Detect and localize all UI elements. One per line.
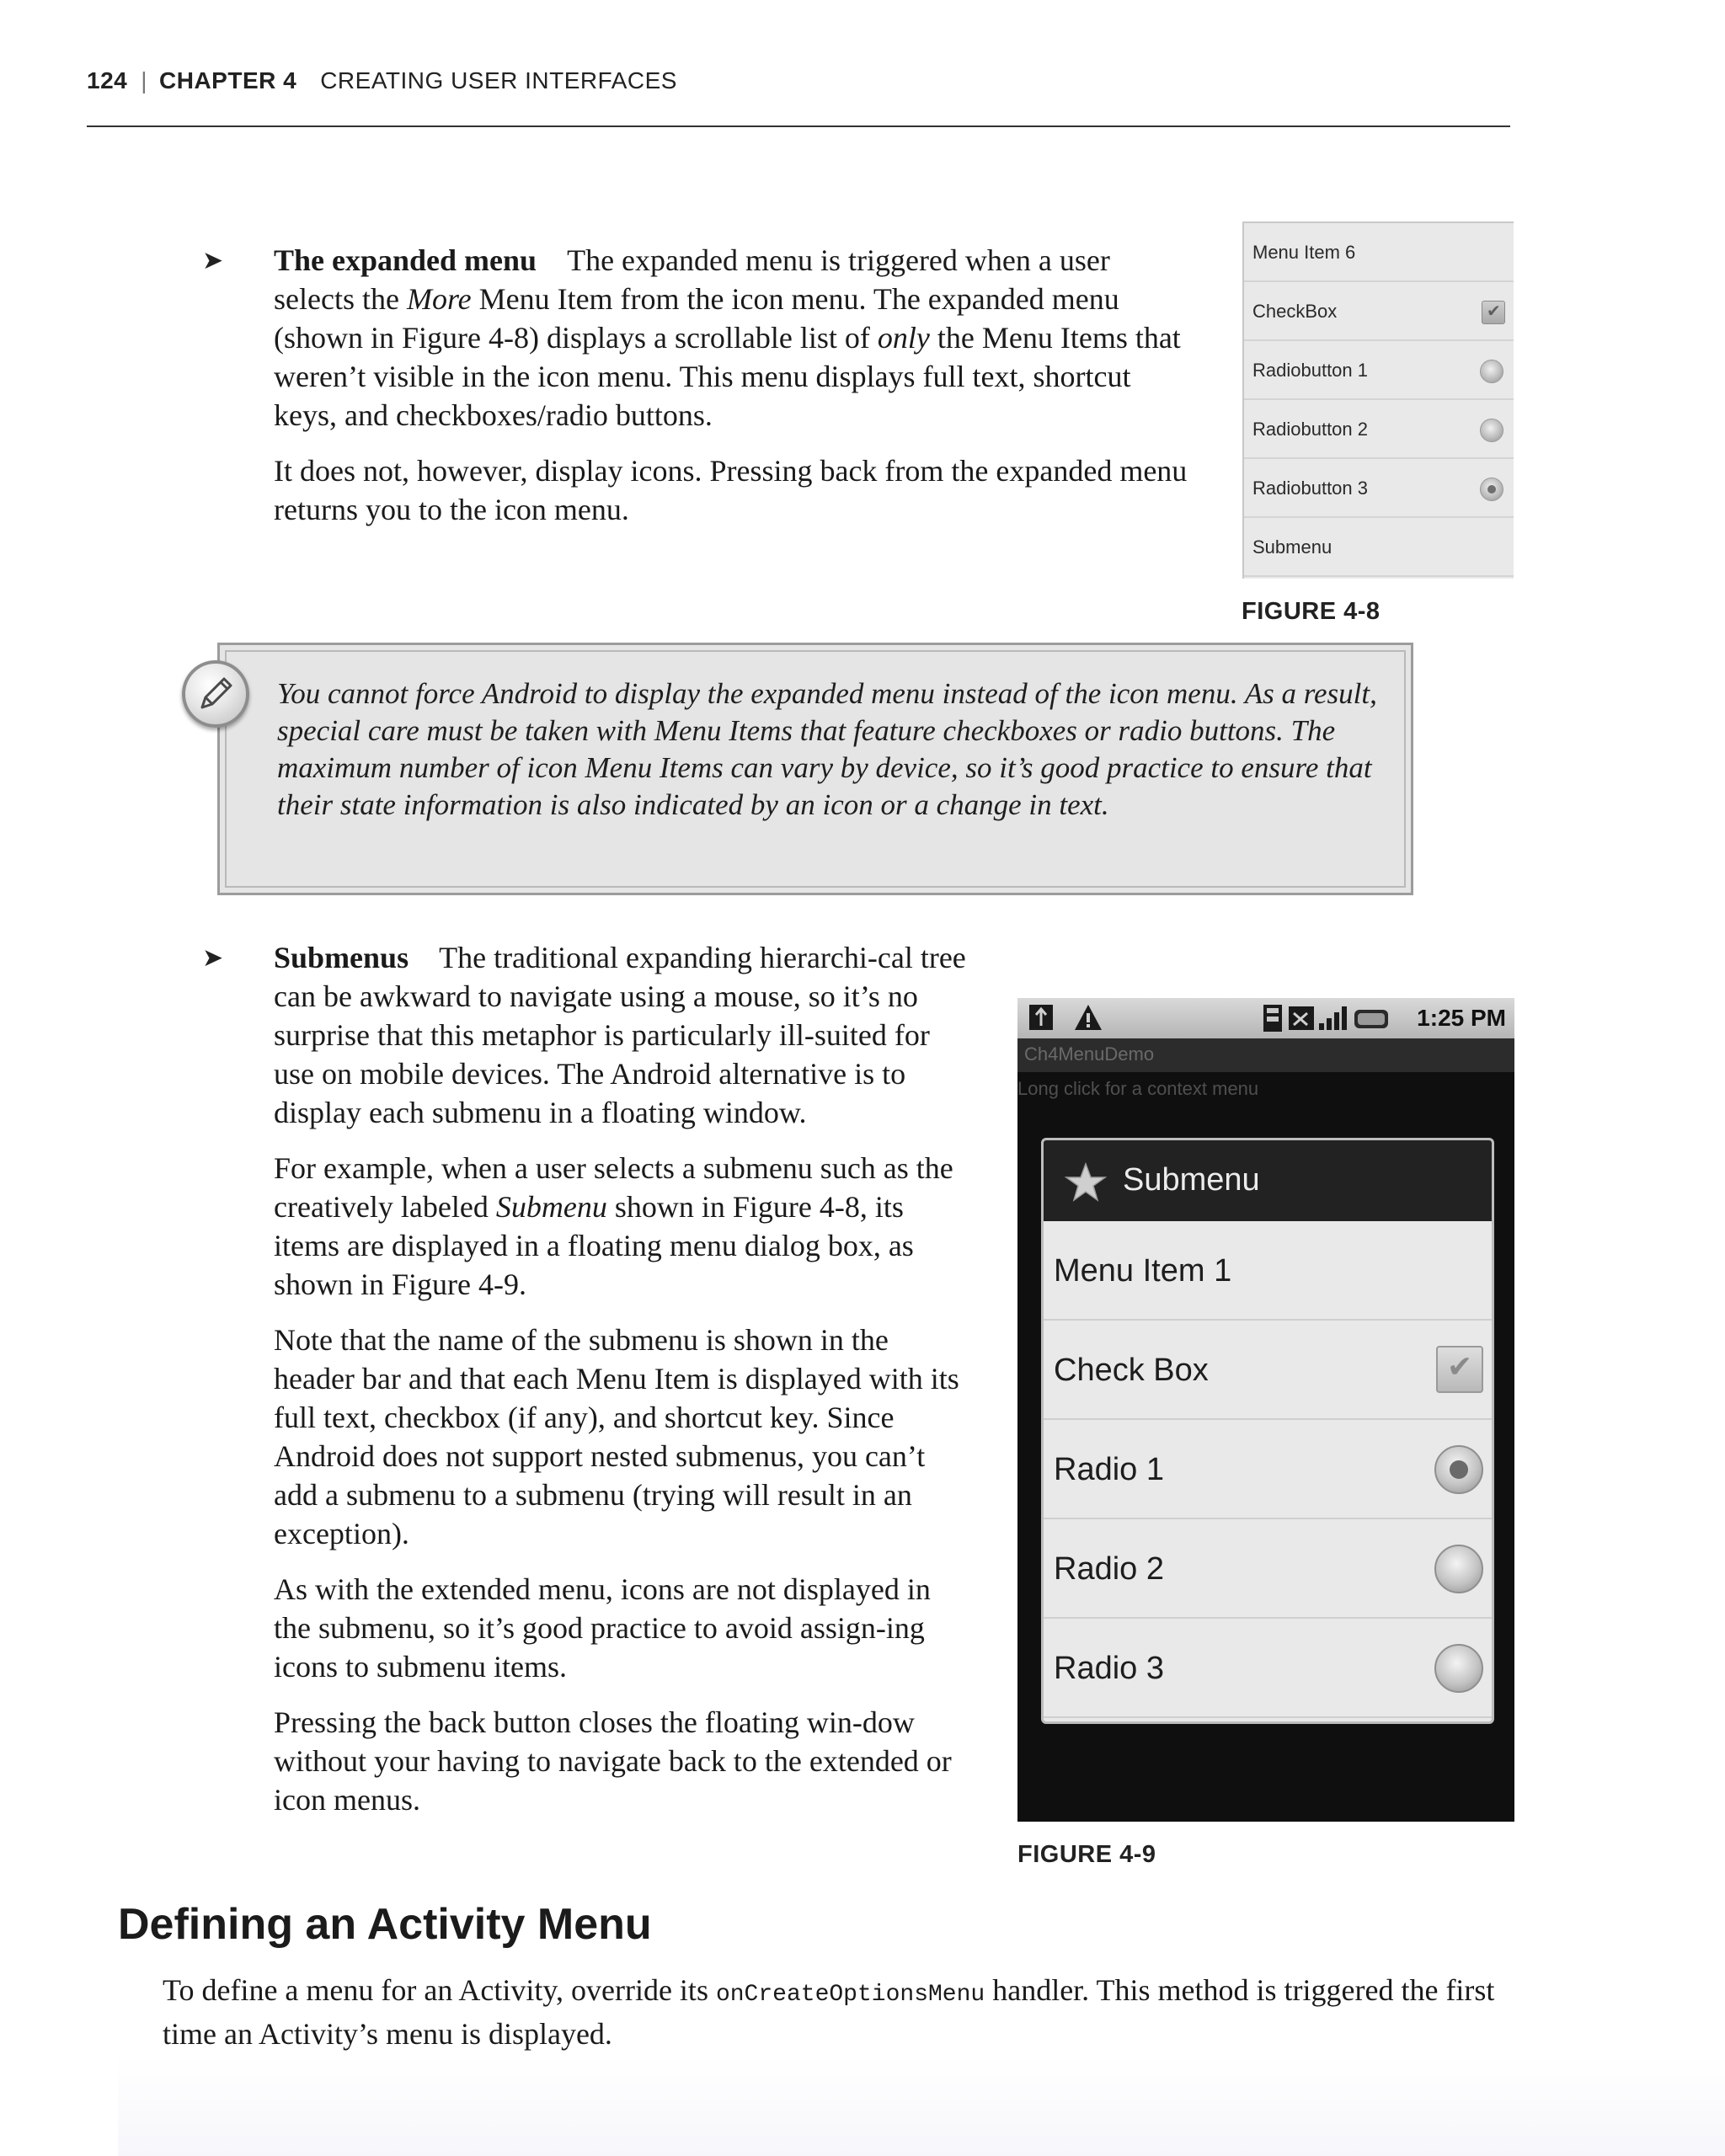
text-span: For example, when a user selects a submenu such as the creatively labeled [274,1151,953,1224]
expanded-menu-item-label: Radiobutton 1 [1252,360,1368,381]
running-header [87,67,677,94]
submenu-item[interactable] [1044,1619,1492,1718]
expanded-menu-item[interactable] [1244,223,1514,282]
expanded-menu-item[interactable] [1244,341,1514,400]
section-title: Defining an Activity Menu [118,1900,652,1949]
radio-button-icon[interactable] [1480,360,1503,383]
expanded-menu-item-label: Radiobutton 3 [1252,478,1368,499]
expanded-menu-item[interactable] [1244,518,1514,577]
radio-button-icon[interactable] [1480,478,1503,501]
app-title: Ch4MenuDemo [1024,1043,1155,1065]
submenu-item-label: Radio 2 [1054,1551,1164,1587]
text-span: The traditional expanding hierarchi-cal tree can be awkward to navigate using a mouse, so it’s no surprise that this metaphor is particularly ill-suited for use on mobile devices. The Android alternative is to display each submenu in a floating window. [274,941,966,1129]
submenu-item-label: Radio 3 [1054,1651,1164,1686]
chapter-title: CREATING USER INTERFACES [320,67,677,93]
bullet-arrow-icon: ➤ [202,944,224,972]
radio-button-icon[interactable] [1480,419,1503,442]
header-rule [87,125,1510,127]
note-box [217,643,1413,895]
submenu-item[interactable] [1044,1420,1492,1519]
emphasis-more: More [406,282,472,316]
pencil-note-icon [182,660,249,728]
term-submenus: Submenus [274,941,409,974]
expanded-menu-paragraph-2: It does not, however, display icons. Pressing back from the expanded menu returns you to the icon menu. [274,454,1188,526]
text-span: Menu Item from the icon menu. The expanded menu (shown in Figure 4-8) displays a scrollable list of [274,282,1119,355]
text-span: the Menu Items that weren’t visible in the icon menu. This menu displays full text, shortcut keys, and checkboxes/radio buttons. [274,321,1181,432]
app-hint: Long click for a context menu [1017,1078,1259,1099]
radio-button-icon[interactable] [1434,1545,1483,1593]
figure-4-9-phone-screen [1017,998,1514,1822]
page-background-tint [118,2055,1725,2156]
submenus-paragraph-2 [274,1149,973,1304]
radio-button-icon[interactable] [1434,1445,1483,1494]
submenu-dialog-header [1044,1140,1492,1221]
submenus-paragraph-4: As with the extended menu, icons are not displayed in the submenu, so it’s good practice to avoid assign-ing icons to submenu items. [274,1572,931,1684]
note-text: You cannot force Android to display the expanded menu instead of the icon menu. As a result, special care must be taken with Menu Items that feature checkboxes or radio buttons. The maximum number of icon Menu Items can vary by device, so it’s good practice to ensure that their state information is also indicated by an icon or a change in text. [277,677,1377,821]
status-bar [1017,998,1514,1040]
figure-4-9-caption: FIGURE 4-9 [1017,1841,1156,1868]
text-span: To define a menu for an Activity, override its [163,1973,716,2007]
header-separator: | [141,67,147,93]
submenu-item-label: Check Box [1054,1353,1209,1388]
term-expanded-menu: The expanded menu [274,243,537,277]
submenu-item[interactable] [1044,1321,1492,1420]
bullet-arrow-icon: ➤ [202,247,224,275]
page-number: 124 [87,67,128,93]
emphasis-only: only [877,321,930,355]
submenu-item[interactable] [1044,1519,1492,1619]
status-time: 1:25 PM [1417,1005,1506,1031]
submenus-paragraph-5: Pressing the back button closes the floating win-dow without your having to navigate back to the extended or icon menus. [274,1705,952,1817]
section-body [163,1971,1527,2053]
figure-4-8-expanded-menu [1242,221,1514,579]
expanded-menu-item-label: CheckBox [1252,301,1338,322]
submenu-item-label: Radio 1 [1054,1452,1164,1487]
section-paragraph [163,1971,1527,2053]
bullet-expanded-menu [274,241,1192,529]
radio-button-icon[interactable] [1434,1644,1483,1693]
submenus-paragraph-3: Note that the name of the submenu is shown in the header bar and that each Menu Item is displayed with its full text, checkbox (if any), and shortcut key. Since Android does not support nested submenus, you can’t add a submenu to a submenu (trying will result in an exception). [274,1323,959,1550]
expanded-menu-item-label: Submenu [1252,536,1332,558]
expanded-menu-item[interactable] [1244,400,1514,459]
text-span: handler. This method is triggered the first time an Activity’s menu is displayed. [163,1973,1495,2051]
chapter-label: CHAPTER 4 [159,67,297,93]
submenu-item[interactable] [1044,1221,1492,1321]
submenus-paragraph-1 [274,938,973,1132]
signal-battery-icons [1260,998,1395,1038]
expanded-menu-item[interactable] [1244,459,1514,518]
checkbox-icon[interactable] [1436,1346,1483,1393]
submenu-item-label: Menu Item 1 [1054,1253,1232,1289]
code-oncreateoptionsmenu: onCreateOptionsMenu [715,1982,985,2008]
expanded-menu-item[interactable] [1244,282,1514,341]
text-span: The expanded menu is triggered when a user selects the [274,243,1110,316]
figure-4-8-caption: FIGURE 4-8 [1242,598,1381,625]
submenu-dialog-title: Submenu [1123,1162,1260,1198]
text-span: shown in Figure 4-8, its items are displayed in a floating menu dialog box, as shown in Figure 4-9. [274,1190,914,1301]
emphasis-submenu: Submenu [495,1190,607,1224]
checkbox-icon[interactable] [1482,301,1505,324]
expanded-menu-paragraph [274,241,1192,435]
bullet-submenus [274,938,973,1819]
submenu-dialog [1041,1138,1494,1724]
usb-warning-icons [1024,998,1125,1038]
star-icon [1062,1159,1109,1206]
expanded-menu-item-label: Radiobutton 2 [1252,419,1368,440]
expanded-menu-item-label: Menu Item 6 [1252,242,1356,263]
